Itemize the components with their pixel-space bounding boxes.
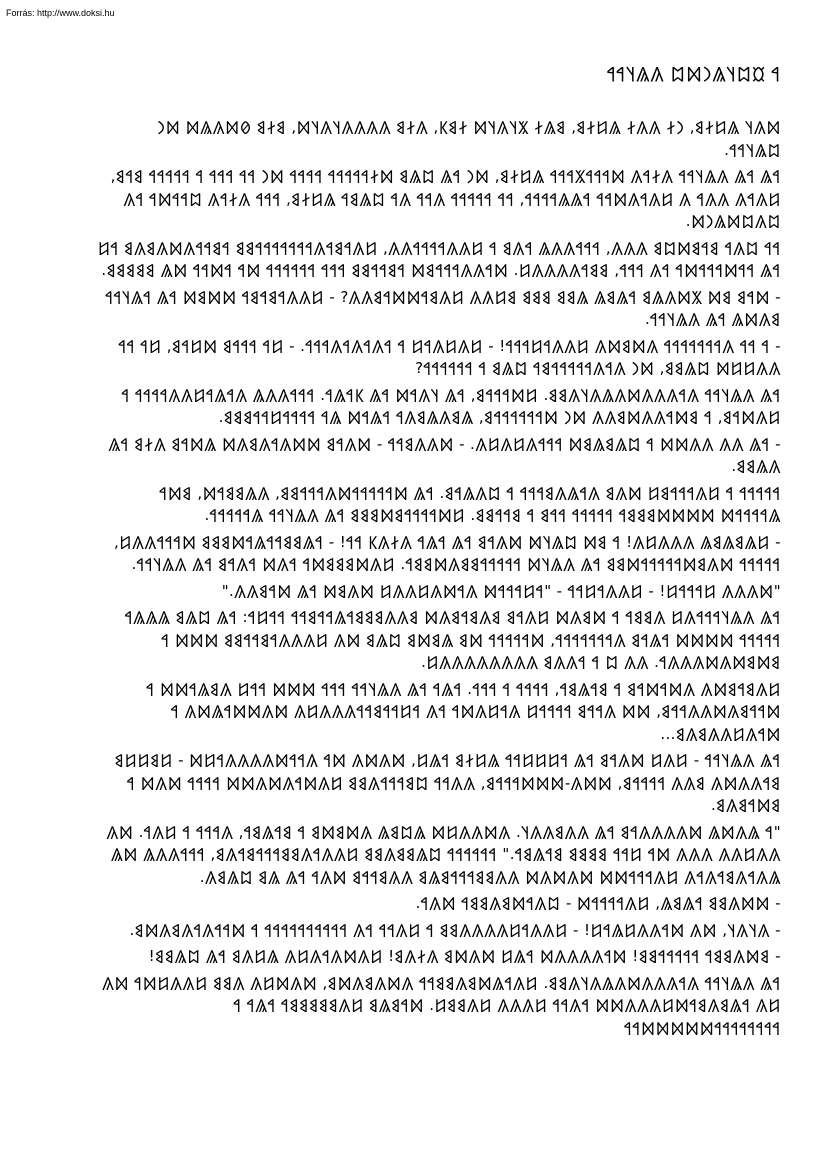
document [92,60,781,1043]
paragraph: - 𐲫𐲀𐲘 𐲘𐲫 𐲨𐲫𐲍𐲖𐲘 𐲀𐲖𐲘𐲖 𐲖𐲘𐲘 𐲘𐲘𐲘 𐲘𐲆𐲍𐲍 𐲆𐲍𐲘𐲀𐲫𐲫𐲀𐲘𐲍𐲍? - 𐲆𐲍𐲍𐲀𐲘𐲀𐲘𐲀 𐲫𐲫𐲘𐲫 𐲀𐲖 𐲀𐲖𐲦𐲀𐲀 𐲘𐲍𐲫𐲖 𐲀𐲖 𐲍𐲖𐲦𐲀𐲀. [100,287,781,328]
paragraph: 𐲀𐲖 𐲍𐲖𐲦𐲀𐲀𐲀𐲍𐲆 𐲍𐲘𐲘𐲀 𐲀 𐲫𐲘𐲍𐲫 𐲆𐲍𐲀𐲘 𐲘𐲍𐲘𐲀𐲘𐲍𐲫 𐲘𐲍𐲍𐲘𐲘𐲘𐲀𐲖𐲀𐲀𐲘𐲀𐲀 𐲀𐲀𐲆𐲀: 𐲀𐲖 𐲪𐲖𐲘 𐲖𐲖𐲖𐲀 𐲀𐲀𐲀𐲀𐲀 𐲫𐲫𐲫𐲫 𐲀𐲖𐲀𐲘 𐲍𐲀𐲀𐲀𐲀𐲀𐲀𐲀, 𐲫𐲀𐲀𐲀𐲀𐲀 𐲫𐲘 𐲖𐲘𐲫𐲘 𐲪𐲖𐲘 𐲫𐲍 𐲆𐲍𐲍𐲍𐲀𐲘𐲀𐲀𐲘𐲘 𐲫𐲫𐲫 𐲀 𐲘𐲫𐲘𐲫𐲍𐲫𐲍𐲍𐲍𐲀. 𐲍𐲍 𐲪 𐲀 𐲀𐲍𐲍𐲘 𐲍𐲍𐲍𐲍𐲍𐲍𐲍𐲍𐲆. [119,608,781,671]
paragraph: - 𐲀 𐲀𐲀 𐲍𐲀𐲀𐲀𐲀𐲀𐲀𐲀 𐲍𐲫𐲘𐲫𐲍 𐲆𐲍𐲍𐲀𐲆𐲀𐲀𐲀! - 𐲆𐲍𐲆𐲍𐲀𐲆 𐲀 𐲀𐲍𐲀𐲍𐲀𐲍𐲀𐲀𐲀. - 𐲆𐲀 𐲀𐲀𐲀𐲘 𐲫𐲆𐲀𐲘, 𐲆𐲀 𐲀𐲀 𐲍𐲍𐲆𐲆𐲫 𐲪𐲖𐲘𐲘, 𐲫𐲙 𐲍𐲀𐲍𐲀𐲀𐲀𐲀𐲀𐲘𐲀 𐲪𐲖𐲘 𐲀 𐲀𐲀𐲀𐲀𐲀𐲀? [113,336,781,377]
paragraph: - 𐲆𐲖𐲘𐲖𐲘𐲖 𐲍𐲍𐲍𐲆𐲍! 𐲀 𐲘𐲫 𐲪𐲖𐲦𐲫 𐲫𐲍𐲀𐲘 𐲀𐲖 𐲀𐲖𐲀 𐲍𐲇𐲍𐲞 𐲀𐲀! - 𐲀𐲖𐲘𐲘𐲀𐲀𐲖𐲀𐲫𐲘𐲘𐲘 𐲫𐲀𐲀𐲀𐲍𐲍𐲆, 𐲀𐲀𐲀𐲀𐲀 𐲫𐲍𐲘𐲫𐲀𐲀𐲀𐲀𐲀𐲫𐲘𐲘 𐲀𐲖 𐲍𐲖𐲦𐲫 𐲀𐲀𐲀𐲀𐲀𐲘𐲘𐲍𐲫𐲘𐲘𐲀. 𐲆𐲍𐲫𐲘𐲘𐲘𐲫𐲀 𐲀𐲍𐲫 𐲀𐲍𐲀𐲘 𐲀𐲖 𐲍𐲖𐲦𐲀𐲀. [108,532,781,573]
paragraph: - 𐲫𐲫𐲍𐲘𐲘 𐲀𐲖𐲘𐲖, 𐲆𐲍𐲀𐲀𐲀𐲀𐲫 - 𐲪𐲍𐲀𐲫𐲘𐲍𐲘𐲘𐲀 𐲫𐲍𐲀. [415,894,781,912]
source-note: Forrás: http://www.doksi.hu [6,8,115,18]
paragraph: - 𐲀𐲖 𐲍𐲍 𐲍𐲍𐲫𐲫 𐲀 𐲪𐲖𐲘𐲖𐲘𐲫 𐲀𐲀𐲀𐲍𐲆𐲍𐲆𐲍. - 𐲫𐲍𐲍𐲘𐲀𐲀 - 𐲫𐲍𐲀𐲘 𐲫𐲫𐲍𐲀𐲍𐲘𐲍𐲫 𐲖𐲫𐲀𐲘 𐲍𐲇𐲘 𐲀𐲖 𐲍𐲖𐲘𐲘. [103,434,781,475]
paragraph: 𐲀𐲖 𐲀𐲖 𐲍𐲖𐲦𐲀𐲀 𐲍𐲇𐲀𐲍 𐲫𐲀𐲀𐲀𐲨𐲀𐲀𐲀 𐲖𐲆𐲇𐲘, 𐲫𐲙 𐲀𐲖 𐲪𐲖𐲘 𐲫𐲇𐲀𐲀𐲀𐲀𐲀 𐲀𐲀𐲀𐲀 𐲫𐲙 𐲀𐲀 𐲀𐲀𐲀 𐲀 𐲀𐲀𐲀𐲀𐲀 𐲘𐲀𐲘, 𐲆𐲍𐲀𐲍 𐲍𐲍𐲀 𐲍 𐲆𐲍𐲀𐲍𐲫𐲀𐲀 𐲀𐲖𐲖𐲀𐲀𐲀𐲀, 𐲀𐲀 𐲀𐲀𐲀𐲀𐲀 𐲍𐲀𐲀 𐲍𐲀 𐲪𐲖𐲘𐲀 𐲖𐲆𐲇𐲘, 𐲀𐲀𐲀 𐲍𐲇𐲀𐲍 𐲪𐲀𐲀𐲫𐲀 𐲀𐲍 𐲪𐲍𐲪𐲫𐲖𐲙𐲫. [105,167,781,230]
paragraph: "𐲫𐲍𐲍𐲍 𐲆𐲀𐲀𐲀𐲆! - 𐲆𐲍𐲍𐲀𐲆𐲀𐲀 - "𐲀𐲆𐲀𐲀𐲀𐲫 𐲍𐲀𐲫𐲍𐲆𐲍𐲍𐲆 𐲫𐲍𐲘𐲫 𐲀𐲖 𐲫𐲀𐲘𐲍𐲍." [221,581,781,600]
paragraph: 𐲫𐲍𐲦 𐲖𐲆𐲇𐲘, 𐲙𐲇 𐲍𐲍𐲇 𐲖𐲆𐲇𐲘, 𐲘𐲖𐲇 𐲨𐲦𐲍𐲦𐲫 𐲇𐲘𐲞, 𐲍𐲇𐲘 𐲍𐲍𐲍𐲍𐲦𐲍𐲦𐲫, 𐲘𐲇𐲘 𐲗𐲫𐲍𐲖𐲫 𐲫𐲙 𐲪𐲖𐲦𐲀𐲀. [151,118,781,159]
paragraph: 𐲀𐲖 𐲍𐲖𐲦𐲀𐲀 - 𐲆𐲍𐲆 𐲫𐲍𐲀𐲘 𐲀𐲖 𐲀𐲆𐲆𐲆𐲀𐲀 𐲖𐲆𐲇𐲘 𐲀𐲖𐲆, 𐲫𐲍𐲫𐲍 𐲫𐲀 𐲍𐲀𐲀𐲫𐲍𐲍𐲍𐲍𐲀𐲆𐲫 - 𐲆𐲘𐲆𐲆𐲘 𐲘𐲀𐲍𐲍𐲫𐲍 𐲘𐲍𐲍 𐲀𐲀𐲀𐲀𐲘, 𐲫𐲫𐲍-𐲫𐲫𐲫𐲀𐲀𐲀𐲘, 𐲍𐲍𐲀𐲀 𐲪𐲘𐲀𐲀𐲀𐲍𐲘𐲘 𐲆𐲍𐲫𐲀𐲍𐲫𐲍𐲫𐲫 𐲀𐲀𐲀𐲀 𐲫𐲍𐲫 𐲀 𐲘𐲫𐲀𐲘𐲍𐲘. [109,751,781,814]
paragraph: 𐲀𐲀𐲀𐲀𐲀 𐲀 𐲆𐲍𐲀𐲀𐲀𐲘𐲆 𐲫𐲍𐲘 𐲍𐲀𐲖𐲍𐲘𐲀𐲀𐲀 𐲀 𐲪𐲍𐲖𐲀𐲘. 𐲀𐲖 𐲫𐲀𐲀𐲀𐲀𐲀𐲫𐲍𐲀𐲀𐲀𐲘𐲘, 𐲍𐲖𐲘𐲘𐲀𐲫, 𐲘𐲫𐲀 𐲖𐲀𐲀𐲀𐲀𐲫 𐲫𐲫𐲫𐲫𐲘𐲘𐲘𐲀 𐲀𐲀𐲀𐲀𐲀 𐲀𐲀𐲘 𐲀 𐲘𐲀𐲀𐲘𐲘. 𐲆𐲫𐲀𐲀𐲀𐲀𐲘𐲫𐲘𐲘𐲘 𐲀𐲖 𐲍𐲖𐲦𐲀𐲀 𐲖𐲀𐲀𐲀𐲀𐲀. [154,483,781,524]
paragraph: 𐲀𐲀 𐲪𐲍𐲀 𐲘𐲀𐲘𐲫𐲪𐲘 𐲍𐲍𐲍, 𐲀𐲀𐲀𐲍𐲍𐲖 𐲀𐲍𐲘 𐲀 𐲆𐲍𐲍𐲀𐲀𐲀𐲀𐲍𐲍, 𐲆𐲍𐲀𐲘𐲀𐲍𐲀𐲀𐲀𐲀𐲀𐲀𐲀𐲘𐲘 𐲀𐲘𐲀𐲀𐲍𐲫𐲍𐲘𐲍𐲘 𐲀𐲆 𐲀𐲖 𐲀𐲀𐲫𐲀𐲀𐲀𐲫𐲀 𐲀𐲍 𐲀𐲀𐲀, 𐲘𐲘𐲀𐲍𐲍𐲍𐲍𐲆. 𐲫𐲀𐲍𐲍𐲀𐲀𐲀𐲘𐲫 𐲀𐲘𐲀𐲀𐲘𐲘 𐲀𐲀𐲀 𐲀𐲀𐲀𐲀𐲀𐲀 𐲫𐲀 𐲀𐲫𐲀𐲀 𐲫𐲖 𐲘𐲘𐲘𐲘𐲘. [92,238,781,279]
paragraph: "𐲀 𐲖𐲍𐲫𐲖 𐲫𐲍𐲍𐲍𐲍𐲀𐲘 𐲀𐲖 𐲍𐲍𐲘𐲍𐲍𐲦. 𐲍𐲫𐲍𐲍𐲆𐲫 𐲖𐲪𐲘𐲖 𐲍𐲫𐲘𐲫𐲘 𐲀 𐲘𐲀𐲖𐲘𐲀, 𐲍𐲀𐲀𐲀 𐲀 𐲆𐲍𐲀. 𐲫𐲍 𐲍𐲍𐲆𐲍𐲍 𐲍𐲍𐲍 𐲫𐲀 𐲆𐲀𐲀 𐲘𐲘𐲘𐲘 𐲘𐲀𐲖𐲘𐲀." 𐲀𐲀𐲀𐲀𐲀𐲀 𐲪𐲖𐲘𐲘𐲍𐲘𐲘 𐲆𐲍𐲍𐲀𐲍𐲘𐲘𐲀𐲀𐲀𐲘𐲀𐲍𐲘, 𐲀𐲀𐲀𐲍𐲍𐲖 𐲫𐲖 𐲖𐲍𐲀𐲍𐲘𐲀𐲍𐲀𐲍 𐲆𐲍𐲀𐲀𐲀𐲫𐲫 𐲫𐲍𐲫𐲍𐲫 𐲍𐲍𐲘𐲘𐲀𐲀𐲀𐲘𐲖𐲘 𐲍𐲍𐲘𐲀𐲀𐲘 𐲫𐲍𐲀 𐲀𐲖 𐲖𐲘 𐲪𐲖𐲘𐲍. [101,822,781,886]
paragraph: 𐲀𐲖 𐲍𐲖𐲦𐲀𐲀 𐲍𐲀𐲍𐲍𐲍𐲫𐲍𐲖𐲍𐲦𐲍𐲘𐲘. 𐲆𐲫𐲀𐲀𐲀𐲘, 𐲀𐲖 𐲦𐲍𐲀𐲫 𐲀𐲖 𐲞𐲀𐲖𐲀. 𐲀𐲀𐲀𐲍𐲍𐲖 𐲍𐲀𐲖𐲀𐲆𐲍𐲍𐲀𐲀𐲀𐲀 𐲀 𐲆𐲍𐲫𐲀𐲘, 𐲀 𐲘𐲫𐲀𐲍𐲍𐲫𐲘𐲍𐲍 𐲫𐲙 𐲫𐲀𐲀𐲀𐲀𐲀𐲀𐲘, 𐲖𐲘𐲍𐲖𐲘𐲍𐲀 𐲀𐲖𐲀𐲫 𐲖𐲀 𐲀𐲀𐲀𐲀𐲆𐲀𐲀𐲘𐲘𐲘. [116,385,781,426]
paragraph: 𐲆𐲍𐲘𐲀𐲘𐲫𐲍 𐲍𐲫𐲀𐲫𐲀𐲘 𐲀 𐲘𐲀𐲖𐲘𐲀, 𐲀𐲀𐲀𐲀 𐲀 𐲀𐲀𐲀. 𐲀𐲖𐲀 𐲀𐲖 𐲍𐲖𐲦𐲀𐲀 𐲀𐲀𐲀 𐲫𐲫𐲫 𐲀𐲀𐲆 𐲍𐲘𐲖𐲀𐲫𐲫 𐲀 𐲫𐲀𐲀𐲘𐲍𐲫𐲍𐲍𐲀𐲀𐲘, 𐲫𐲫 𐲍𐲀𐲀𐲘 𐲀𐲀𐲀𐲀𐲆 𐲍𐲀𐲆𐲍𐲫𐲀 𐲀𐲍 𐲀𐲆𐲀𐲀𐲘𐲀𐲀𐲍𐲍𐲍𐲆𐲍 𐲫𐲍𐲫𐲫𐲀𐲖𐲫𐲍 𐲀 𐲫𐲀𐲍𐲆𐲍𐲍𐲘𐲍𐲘... [141,679,781,743]
paragraph: 𐲀𐲖 𐲍𐲖𐲦𐲀𐲀 𐲍𐲀𐲍𐲍𐲍𐲫𐲍𐲖𐲍𐲦𐲍𐲘𐲘. 𐲆𐲍𐲀𐲖𐲫𐲘𐲍𐲘𐲘𐲀𐲀 𐲍𐲫𐲍𐲘𐲍𐲫𐲘, 𐲫𐲍𐲫𐲆𐲍 𐲍𐲘𐲘 𐲆𐲍𐲍𐲆𐲫𐲀 𐲫𐲍 𐲆𐲍 𐲀𐲖𐲘𐲍𐲘𐲀𐲫𐲆𐲍𐲍𐲍𐲫𐲫 𐲀𐲍𐲀𐲀 𐲆𐲍𐲍𐲍 𐲆𐲍𐲘𐲘𐲆. 𐲫𐲀𐲘𐲖𐲘 𐲆𐲍𐲘𐲘𐲘𐲘𐲘𐲀 𐲀𐲖𐲀 𐲀 𐲀𐲀𐲀𐲀𐲀𐲀𐲀𐲀𐲫𐲫𐲫𐲫𐲫𐲀𐲀 [96,973,781,1037]
paragraph: - 𐲘𐲫𐲍𐲘𐲘𐲀 𐲀𐲀𐲀𐲀𐲀𐲘𐲘! 𐲫𐲀𐲍𐲍𐲍𐲍𐲫 𐲀𐲖𐲆 𐲫𐲍𐲫𐲘 𐲍𐲇𐲍𐲘! 𐲆𐲍𐲫𐲍𐲀𐲍𐲆𐲍 𐲖𐲆𐲍𐲘 𐲀𐲖 𐲪𐲖𐲘𐲘! [148,947,781,965]
document-title: 𐲀 𐲬𐲪𐲦𐲖𐲙𐲫𐲪 𐲍𐲖𐲦𐲀𐲀 [607,64,781,84]
paragraph: - 𐲍𐲦𐲍𐲦, 𐲫𐲍 𐲫𐲀𐲍𐲍𐲆𐲖𐲀𐲆! - 𐲆𐲍𐲍𐲀𐲆𐲍𐲍𐲍𐲍𐲘𐲘 𐲀 𐲆𐲍𐲀𐲀 𐲀𐲍 𐲀𐲀𐲀𐲀𐲀𐲀𐲀𐲀𐲀𐲀 𐲀 𐲫𐲀𐲀𐲍𐲀𐲍𐲘𐲍𐲫𐲘. [129,920,781,939]
